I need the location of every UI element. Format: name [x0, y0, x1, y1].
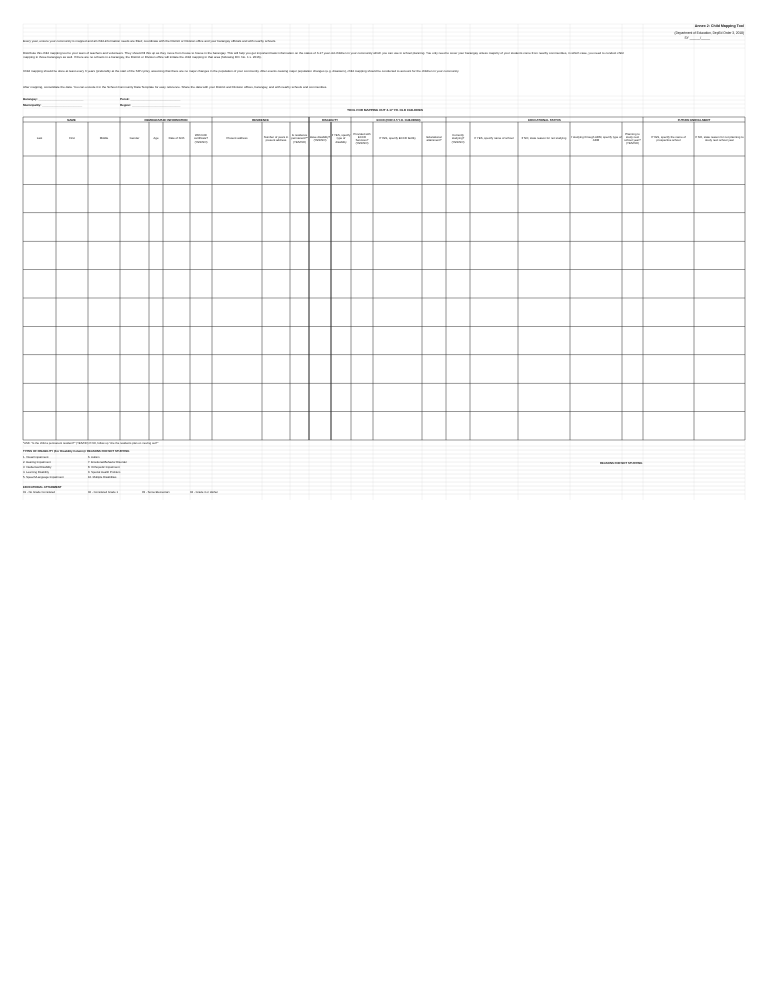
disability-type-8: 8. Orthopedic Impairment	[88, 465, 120, 469]
column-header: Provided with ECCD Services? (YES/NO)	[353, 131, 371, 146]
region-field[interactable]: Region: _____________________________	[120, 103, 181, 107]
disability-type-10: 10. Multiple Disabilities	[88, 475, 117, 479]
group-header: ECCD (FOR 3-5 Y.O. CHILDREN)	[376, 117, 421, 122]
disability-type-3: 3. Intellectual Disability	[23, 465, 52, 469]
column-header: Have disability? (YES/NO)	[309, 134, 331, 142]
intro-note-cut: Every year, ensure your community is mapped and all child-information needs are filled; coordinate with the District or Division office and your barangay officials and with nearby schools.	[23, 40, 277, 43]
disability-type-7: 7. Emotional-Behavior Disorder	[88, 460, 127, 464]
edu-code-1: 01 - No Grade Completed	[23, 491, 56, 493]
column-header: Present address	[226, 136, 248, 141]
disability-type-5: 5. Speech/Language Impairment	[23, 475, 64, 479]
municipality-field[interactable]: Municipality: ________________________	[23, 103, 83, 107]
column-header: If studying through ADM, specify type of ADM	[570, 134, 622, 142]
column-header: Gender	[129, 136, 140, 141]
column-header: If YES, specify type of disability	[331, 133, 351, 144]
group-header: RESIDENCE	[252, 117, 269, 122]
column-header: Is residence permanent?* (YES/NO)	[291, 133, 308, 144]
instruction-paragraph-2: Child mapping should be done at least every 3 years (preferably at the start of the SIP cycle), assuming that there are no major changes in the population of your community. After events causing major population changes (e.g. disasters), child mapping should be conducted to account for the children in your community.	[23, 69, 460, 73]
reasons-heading: REASONS FOR NOT STUDYING	[600, 461, 643, 465]
column-header: Planning to study next school year? (YES/NO)	[624, 131, 641, 146]
disability-type-6: 6. Autism	[88, 455, 100, 459]
disability-type-1: 1. Visual Impairment	[23, 455, 49, 459]
barangay-field[interactable]: Barangay: ___________________________	[23, 97, 84, 101]
permanent-resident-note: *ASK: "Is the child a permanent resident?" (YES/NO) If NO, follow up "Are the residents plan on moving out?"	[23, 441, 159, 445]
column-header: First	[69, 136, 75, 141]
school-year-line: SY ______/_____	[684, 36, 710, 40]
group-header: FUTURE ENROLLMENT	[677, 117, 711, 122]
group-header: EDUCATIONAL STATUS	[528, 117, 561, 122]
disability-type-9: 9. Special Health Problem	[88, 470, 121, 474]
column-header: Date of birth	[168, 136, 185, 141]
column-header: Educational attainment?	[426, 134, 442, 142]
reference-line: (Department of Education, DepEd Order 3, 2018)	[674, 31, 744, 35]
group-header: DISABILITY	[321, 117, 339, 122]
edu-code-3: 03 - Some Elementary	[142, 491, 170, 493]
edu-code-4: 04 - Grade 4 or Higher	[190, 491, 218, 493]
educational-attainment-heading: EDUCATIONAL ATTAINMENT	[23, 485, 62, 489]
column-header: If YES, specify ECCD facility	[379, 136, 416, 141]
column-header: Currently studying? (YES/NO)	[451, 133, 465, 144]
disability-types-heading: TYPES OF DISABILITY (For Disability Column) / REASONS FOR NOT STUDYING	[23, 449, 130, 453]
column-header: If YES, specify name of school	[474, 136, 514, 141]
group-header: NAME	[67, 117, 76, 122]
column-header: With birth certificate? (YES/NO)	[194, 133, 208, 144]
column-header: Number of years in present address	[263, 134, 289, 142]
column-header: If NO, state reason for not studying	[521, 136, 567, 141]
table-title: TOOL FOR MAPPING OUT 3-17 YR. OLD CHILDREN	[347, 108, 423, 112]
column-header: Middle	[99, 136, 109, 141]
column-header: If NO, state reason for not planning to study next school year	[695, 134, 744, 142]
instruction-paragraph-3: After mapping, consolidate the data. You can encode it in the School-Community Data Template for easy reference. Share the data with your District and Division offices, barangay, and with nearby schools and communities.	[23, 85, 328, 89]
column-header: If YES, specify the name of prospective school	[651, 134, 686, 142]
column-header: Last	[36, 136, 43, 141]
instruction-paragraph-1: Distribute this child mapping tool to your team of teachers and volunteers. They should fill this up as they move from house to house in the barangay. This will help you get important basic information on the status of 3-17 year old children in your community which you can use in school planning. You only need to cover your barangay unless majority of your students come from nearby communities, in which case, you need to conduct child mapping in those barangays as well. If there are no schools in a barangay, the District or Division office will initiate the child mapping in that area (following DO. No. 1 s. 2016).	[23, 51, 624, 59]
disability-type-2: 2. Hearing Impairment	[23, 460, 51, 464]
disability-type-4: 4. Learning Disability	[23, 470, 49, 474]
edu-code-2: 02 - Completed Grade 1	[88, 491, 119, 493]
annex-title: Annex 2: Child Mapping Tool	[694, 24, 744, 28]
group-header: DEMOGRAPHIC INFORMATION	[144, 117, 188, 122]
column-header: Age	[153, 136, 159, 141]
purok-field[interactable]: Purok: ______________________________	[120, 97, 181, 101]
